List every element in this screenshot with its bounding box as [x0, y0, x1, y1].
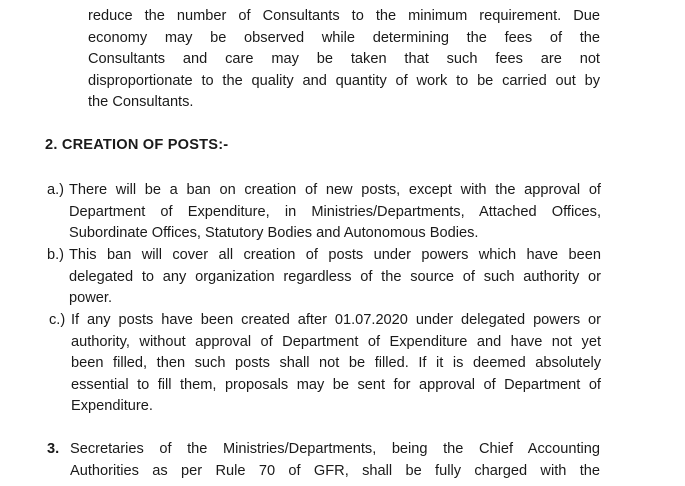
intro-line: disproportionate to the quality and quantity of work to be carried out by: [88, 72, 600, 89]
list-item-line: power.: [69, 290, 112, 306]
section-heading-creation-of-posts: 2. CREATION OF POSTS:-: [45, 137, 229, 153]
list-item-line: delegated to any organization regardless of the source of such authority or: [69, 268, 601, 285]
list-item-line: been filled, then such posts shall not be filled. If it is deemed absolutely: [71, 355, 601, 371]
list-item-line: This ban will cover all creation of posts under powers which have been: [69, 247, 601, 263]
list-item-line: authority, without approval of Department of Expenditure and have not yet: [71, 333, 601, 350]
section-3-line: Secretaries of the Ministries/Departments, being the Chief Accounting: [70, 441, 600, 457]
list-item-line: essential to fill them, proposals may be sent for approval of Department of: [71, 376, 601, 393]
list-item-line: Expenditure.: [71, 398, 153, 414]
intro-line: Consultants and care may be taken that such fees are not: [88, 51, 600, 67]
list-marker-b: b.): [47, 247, 65, 263]
list-item-a: [69, 180, 601, 245]
section-3-paragraph: [70, 439, 600, 482]
intro-paragraph: [88, 6, 600, 114]
list-item-line: If any posts have been created after 01.07.2020 under delegated powers or: [71, 312, 601, 328]
intro-line: economy may be observed while determining the fees of the: [88, 29, 600, 46]
intro-line: the Consultants.: [88, 94, 194, 110]
list-marker-a: a.): [47, 182, 65, 198]
intro-line: reduce the number of Consultants to the minimum requirement. Due: [88, 8, 600, 24]
list-item-c: [71, 310, 601, 418]
list-item-b: [69, 245, 601, 310]
section-3-line: Authorities as per Rule 70 of GFR, shall be fully charged with the: [70, 462, 600, 479]
list-marker-c: c.): [49, 312, 66, 328]
list-item-line: Subordinate Offices, Statutory Bodies and Autonomous Bodies.: [69, 225, 479, 241]
section-number-3: 3.: [47, 441, 60, 457]
list-item-line: Department of Expenditure, in Ministries/Departments, Attached Offices,: [69, 203, 601, 220]
list-item-line: There will be a ban on creation of new posts, except with the approval of: [69, 182, 601, 198]
